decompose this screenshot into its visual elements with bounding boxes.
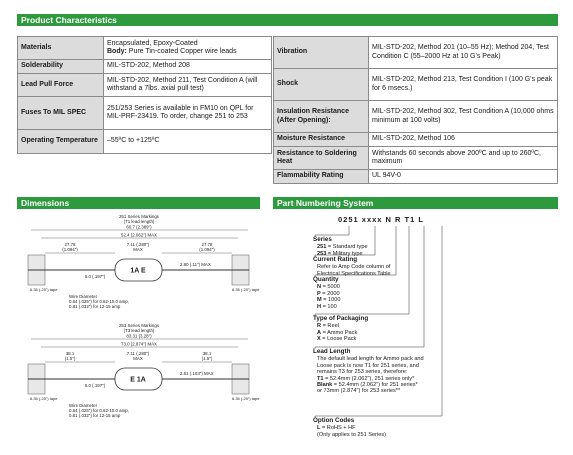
code-key: L xyxy=(317,425,321,432)
row-value: –55ºC to +125ºC xyxy=(104,130,272,154)
pn-section-lead-length xyxy=(313,349,424,395)
dim-right-lead-in: (1.5") xyxy=(201,356,213,361)
section-text: Electrical Specifications Table xyxy=(317,270,391,277)
dim-total: 83.31 (3.28") xyxy=(126,333,152,339)
row-key: Vibration xyxy=(274,37,369,69)
code-desc: = 2000 xyxy=(320,290,340,297)
wire-diameter-title: Wire Diameter xyxy=(69,294,98,299)
code-desc: = Military type xyxy=(326,250,363,257)
code-key: N xyxy=(317,284,322,291)
code-key: 253 xyxy=(317,250,327,257)
section-text: Loose pack is now T1 for 251 series, and xyxy=(317,362,419,369)
section-text: The default lead length for Ammo pack and xyxy=(317,356,424,363)
code-desc: = Ammo Pack xyxy=(321,329,358,336)
dim-body: 7.11 (.280") xyxy=(126,351,150,356)
drawing-title: 251 Series Markings xyxy=(118,214,160,219)
code-key: T1 xyxy=(317,375,324,382)
section-heading: Series xyxy=(313,236,332,243)
tape-right-label: 6.35 (.25") tape xyxy=(232,287,260,292)
row-value: MIL-STD-202, Method 208 xyxy=(104,60,272,74)
code-desc: = Reel xyxy=(321,323,339,330)
pn-section-quantity xyxy=(313,277,341,310)
dim-diameter: 5.0 (.197") xyxy=(84,274,106,279)
row-value: MIL-STD-202, Method 106 xyxy=(369,133,558,147)
dim-left-lead-in: (1.094") xyxy=(62,247,78,252)
fuse-marking: 1A E xyxy=(130,267,146,275)
section-text: remains T3 for 253 series, therefore: xyxy=(317,369,408,376)
characteristics-table-left xyxy=(17,36,272,154)
section-heading: Option Codes xyxy=(313,417,355,424)
row-key: Moisture Resistance xyxy=(274,133,369,147)
row-value: 251/253 Series is available in FM10 on QPL for MIL-PRF-23419. To order, change 251 to 253 xyxy=(104,97,272,130)
row-value: UL 94V-0 xyxy=(369,170,558,184)
dim-right-lead-in: (1.094") xyxy=(199,247,215,252)
code-key: R xyxy=(317,323,322,330)
dim-right-lead: 27.78 xyxy=(201,242,213,247)
table-row xyxy=(18,97,272,130)
dim-body-max: MAX xyxy=(133,247,143,252)
row-value xyxy=(104,37,272,60)
drawing-title: 253 Series Markings xyxy=(118,323,160,328)
table-row xyxy=(274,170,558,184)
wire-diameter-line: 0.81 (.032") for 12-15 amp xyxy=(69,413,121,418)
dim-right-lead: 38.1 xyxy=(202,351,212,356)
row-key: Solderability xyxy=(18,60,104,74)
code-desc: = Loose Pack xyxy=(320,336,357,343)
code-desc: = RoHS + HF xyxy=(320,425,356,432)
dim-total: 60.7 (2.389") xyxy=(126,224,152,230)
wire-diameter-line: 0.64 (.025") for 0.62-10.0 amp, xyxy=(69,299,129,304)
dim-left-lead: 27.78 xyxy=(64,242,76,247)
characteristics-table-right xyxy=(273,36,558,184)
code-key: H xyxy=(317,303,322,310)
row-value: MIL-STD-202, Method 201 (10–55 Hz); Method 204, Test Condition C (55–2000 Hz at 10 G's Peak) xyxy=(369,37,558,69)
code-desc: = 52.4mm (2.062"), 251 series only* xyxy=(323,375,415,382)
section-heading: Type of Packaging xyxy=(313,315,369,322)
part-number-code: 0251 xxxx N R T1 L xyxy=(338,215,424,224)
table-row xyxy=(18,37,272,60)
row-key: Shock xyxy=(274,69,369,101)
dim-total-max: 52.4 (2.062") MAX xyxy=(121,232,157,238)
drawing-251 xyxy=(28,214,260,309)
tape-left-label: 6.35 (.25") tape xyxy=(30,287,58,292)
drawing-subtitle: (T3 lead length) xyxy=(123,328,155,333)
row-value: Withstands 60 seconds above 200ºC and up to 260ºC, maximum xyxy=(369,147,558,170)
table-row xyxy=(274,147,558,170)
code-key: Blank xyxy=(317,382,333,389)
code-key: M xyxy=(317,297,322,304)
dim-lead-max: 2.61 (.103") MAX xyxy=(180,371,214,376)
dim-body: 7.11 (.280") xyxy=(126,242,150,247)
value-bold: Body: xyxy=(107,48,127,55)
table-row xyxy=(18,74,272,97)
row-value: MIL-STD-202, Method 213, Test Condition I (100 G's peak for 6 msecs.) xyxy=(369,69,558,101)
row-key: Materials xyxy=(18,37,104,60)
section-header-dimensions: Dimensions xyxy=(17,197,260,209)
dim-total-max: 73.0 (2.874") MAX xyxy=(121,341,157,347)
pn-section-series xyxy=(313,237,368,257)
table-row xyxy=(274,133,558,147)
code-desc: = 52.4mm (2.062") for 251 series* xyxy=(332,382,418,389)
drawing-subtitle: (T1 lead length) xyxy=(123,219,155,224)
code-key: A xyxy=(317,329,322,336)
row-key: Fuses To MIL SPEC xyxy=(18,97,104,130)
wire-diameter-line: 0.81 (.032") for 12-15 amp xyxy=(69,304,121,309)
row-key: Lead Pull Force xyxy=(18,74,104,97)
code-key: 251 xyxy=(317,244,327,251)
section-text: or 73mm (2.874") for 253 series** xyxy=(317,388,401,395)
table-row xyxy=(18,130,272,154)
table-row xyxy=(18,60,272,74)
wire-diameter-line: 0.64 (.025") for 0.62-10.0 amp, xyxy=(69,408,129,413)
dim-diameter: 5.0 (.197") xyxy=(84,383,106,388)
code-desc: = 1000 xyxy=(321,297,341,304)
dim-lead-max: 2.80 (.11") MAX xyxy=(180,262,211,267)
section-heading: Current Rating xyxy=(313,256,358,263)
table-row xyxy=(274,69,558,101)
table-row xyxy=(274,37,558,69)
section-heading: Lead Length xyxy=(313,348,351,355)
row-key: Resistance to Soldering Heat xyxy=(274,147,369,170)
code-desc: = Standard type xyxy=(326,244,368,251)
dim-body-max: MAX xyxy=(133,356,143,361)
code-key: P xyxy=(317,290,321,297)
row-key: Operating Temperature xyxy=(18,130,104,154)
pn-section-options xyxy=(313,418,386,438)
wire-diameter-title: Wire Diameter xyxy=(69,403,98,408)
dim-left-lead-in: (1.5") xyxy=(64,356,76,361)
row-key: Flammability Rating xyxy=(274,170,369,184)
dim-left-lead: 38.1 xyxy=(65,351,75,356)
dimension-drawing xyxy=(17,210,262,450)
code-desc: = 100 xyxy=(321,303,337,310)
drawing-253 xyxy=(28,323,260,418)
table-row xyxy=(274,101,558,133)
row-value: MIL-STD-202, Method 211, Test Condition A (will withstand a 7lbs. axial pull test) xyxy=(104,74,272,97)
code-key: X xyxy=(317,336,321,343)
code-desc: = 5000 xyxy=(321,284,340,291)
row-key: Insulation Resistance (After Opening): xyxy=(274,101,369,133)
section-header-characteristics: Product Characteristics xyxy=(17,14,558,26)
pn-section-packaging xyxy=(313,316,368,343)
value-line: Encapsulated, Epoxy-Coated xyxy=(107,39,198,47)
tape-left-label: 6.35 (.25") tape xyxy=(30,396,58,401)
pn-section-current xyxy=(313,257,391,277)
tape-right-label: 6.35 (.25") tape xyxy=(232,396,260,401)
section-heading: Quantity xyxy=(313,276,339,283)
value-line: Pure Tin-coated Copper wire leads xyxy=(126,48,237,55)
row-value: MIL-STD-202, Method 302, Test Condition A (10,000 ohms minimum at 100 volts) xyxy=(369,101,558,133)
section-text: (Only applies to 251 Series) xyxy=(317,431,387,438)
fuse-marking: E 1A xyxy=(130,376,146,384)
section-text: Refer to Amp Code column of xyxy=(317,264,391,271)
section-header-part-numbering: Part Numbering System xyxy=(273,197,558,209)
